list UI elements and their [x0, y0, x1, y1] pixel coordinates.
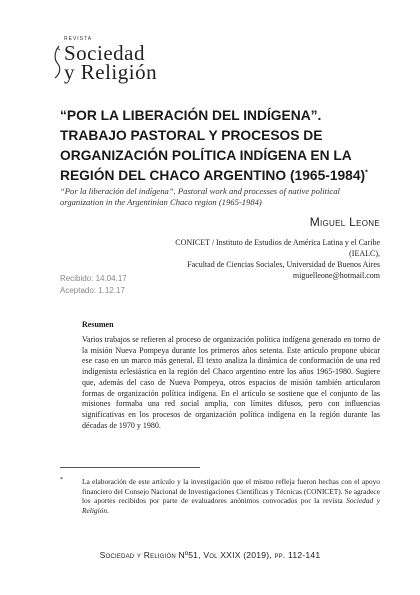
journal-logo-line1: Sociedad [64, 41, 145, 65]
page-footer [0, 550, 420, 560]
footnote-divider [60, 467, 200, 468]
accepted-date: Aceptado: 1.12.17 [60, 286, 125, 295]
footer-citation: Sociedad y Religión Nº51, Vol XXIX (2019), pp. 112-141 [99, 550, 321, 560]
abstract-text: Varios trabajos se refieren al proceso de organización política indígena generado en torno de la misión Nueva Pompeya durante los primeros años setenta. Este artículo propone ubicar ese caso en un marco más general. El texto analiza la dinámica de conformación de una red indigenista eclesiástica en la región del Chaco argentino entre los años 1965-1980. Sugiere que, además del caso de Nueva Pompeya, otros espacios de misión también articularon formas de organización política indígena. En el artículo se sostiene que el conjunto de las misiones formaba una red social amplia, con límites difusos, pero con influencias significativas en los procesos de organización política indígena en la región durante las décadas de 1970 y 1980. [82, 335, 380, 430]
author-name [310, 215, 380, 229]
abstract-heading: Resumen [82, 320, 114, 329]
footnote-mark: * [60, 477, 63, 483]
footnote-journal-name: Sociedad y Religión [82, 496, 381, 515]
title-footnote-mark[interactable]: * [365, 169, 368, 177]
article-dates [60, 273, 127, 297]
received-date: Recibido: 14.04.17 [60, 274, 127, 283]
footnote-text-part1: La elaboración de este artículo y la investigación que el mismo refleja fueron hechas con el apoyo financiero del Consejo Nacional de Investigaciones Científicas y Técnicas (CONICET). Se agradece los aportes recibidos por parte de evaluadores anónimos convocados por la revista [82, 477, 380, 506]
journal-logo-label: REVISTA [64, 36, 93, 42]
author-email[interactable]: miguelleone@hotmail.com [292, 271, 380, 280]
author-name-text: Miguel Leone [309, 215, 380, 229]
author-affiliation [150, 237, 380, 281]
footnote-text-part2: . [107, 505, 109, 515]
footnote-text [82, 477, 380, 515]
journal-logo [52, 36, 212, 86]
affiliation-line1: CONICET / Instituto de Estudios de América Latina y el Caribe (IEALC), [175, 238, 380, 258]
article-title [60, 106, 380, 186]
article-subtitle: “Por la liberación del indígena”. Pastoral work and processes of native political organization in the Argentinian Chaco region (1965-1984) [60, 186, 340, 207]
article-title-text: “POR LA LIBERACIÓN DEL INDÍGENA”. TRABAJO PASTORAL Y PROCESOS DE ORGANIZACIÓN POLÍTICA INDÍGENA EN LA REGIÓN DEL CHACO ARGENTINO (1965-1984) [60, 108, 366, 183]
journal-logo-line2: y Religión [64, 60, 158, 84]
affiliation-line2: Facultad de Ciencias Sociales, Universidad de Buenos Aires [187, 260, 380, 269]
journal-logo-mark-icon [52, 44, 62, 80]
